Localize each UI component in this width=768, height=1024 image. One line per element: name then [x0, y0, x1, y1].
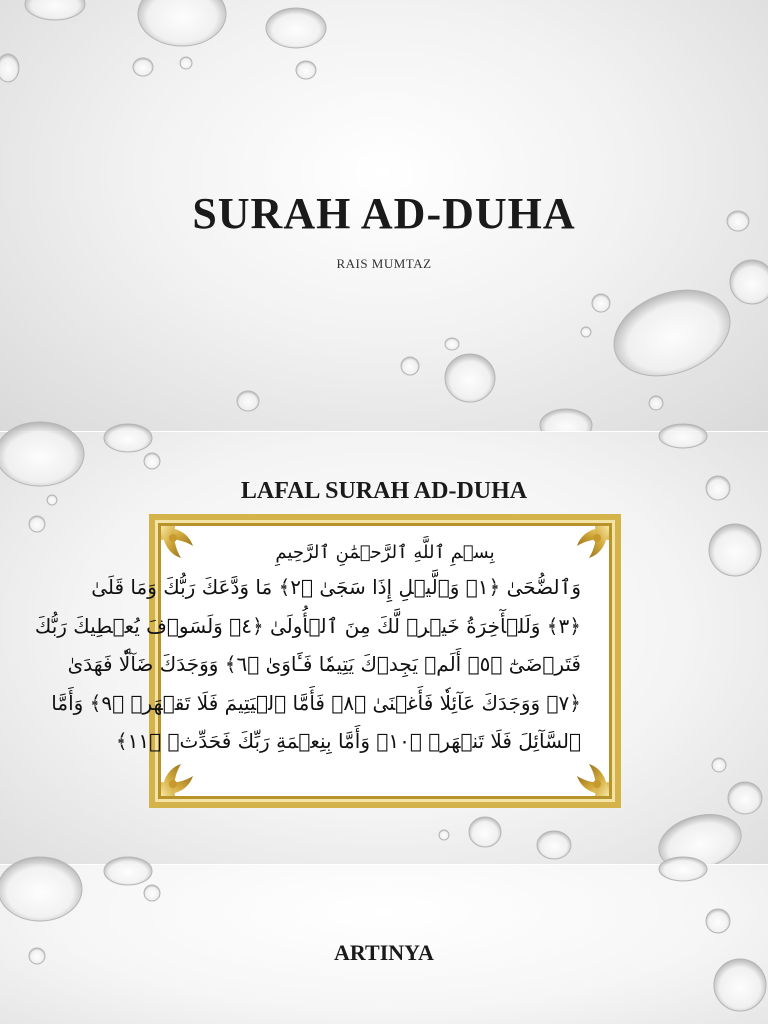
water-drop	[144, 453, 160, 469]
water-drop	[581, 327, 591, 337]
ayah-line: ﴿٣﴾ وَلَلۡأٓخِرَةُ خَيۡرٞ لَّكَ مِنَ ٱلۡأُولَىٰ ﴿٤﴾ وَلَسَوۡفَ يُعۡطِيكَ رَبُّكَ	[34, 613, 581, 638]
water-drop	[602, 275, 742, 391]
water-drop	[104, 857, 152, 885]
water-drop	[401, 357, 419, 375]
ayah-line: فَتَرۡضَىٰٓ ﴿٥﴾ أَلَمۡ يَجِدۡكَ يَتِيمٗا فَـَٔاوَىٰ ﴿٦﴾ وَوَجَدَكَ ضَآلّٗا فَهَدَىٰ	[67, 652, 581, 676]
water-drop	[144, 885, 160, 901]
water-drop	[0, 857, 82, 921]
water-drop	[237, 391, 259, 411]
water-drop	[266, 8, 326, 48]
title-slide[interactable]	[0, 0, 768, 432]
water-drop	[712, 758, 726, 772]
surah-arabic-text	[34, 538, 581, 788]
arabic-text-frame	[34, 514, 621, 808]
lafal-slide[interactable]	[0, 432, 768, 865]
water-drop	[29, 516, 45, 532]
artinya-slide[interactable]	[0, 865, 768, 1024]
lafal-heading: LAFAL SURAH AD-DUHA	[240, 478, 528, 504]
water-drop	[25, 0, 85, 20]
water-drop	[104, 424, 152, 452]
ayah-line: وَٱلضُّحَىٰ ﴿١﴾ وَٱلَّيۡلِ إِذَا سَجَىٰ ﴿٢﴾ مَا وَدَّعَكَ رَبُّكَ وَمَا قَلَىٰ	[91, 575, 581, 599]
water-drop	[728, 782, 762, 814]
water-drop	[714, 959, 766, 1011]
water-drop	[0, 422, 84, 486]
slide-subtitle: RAIS MUMTAZ	[336, 256, 432, 271]
water-drop	[133, 58, 153, 76]
water-drop	[180, 57, 192, 69]
ayah-line: ﴿٧﴾ وَوَجَدَكَ عَآئِلٗا فَأَغۡنَىٰ ﴿٨﴾ فَأَمَّا ٱلۡيَتِيمَ فَلَا تَقۡهَرۡ ﴿٩﴾ وَأَمَّا	[51, 690, 581, 715]
water-drop	[537, 831, 571, 859]
water-drop	[592, 294, 610, 312]
water-drop	[469, 817, 501, 847]
water-drop	[709, 524, 761, 576]
water-drop	[445, 338, 459, 350]
water-drop	[706, 909, 730, 933]
water-drop	[445, 354, 495, 402]
slide-title: SURAH AD-DUHA	[192, 189, 576, 238]
basmala-line: بِسۡمِ ٱللَّهِ ٱلرَّحۡمَٰنِ ٱلرَّحِيمِ	[275, 542, 495, 563]
water-drop	[138, 0, 226, 46]
water-drop	[659, 424, 707, 448]
artinya-heading: ARTINYA	[334, 940, 434, 965]
water-drop	[649, 396, 663, 410]
water-drop	[296, 61, 316, 79]
water-drop	[659, 857, 707, 881]
water-drop	[439, 830, 449, 840]
ayah-line: ٱلسَّآئِلَ فَلَا تَنۡهَرۡ ﴿١٠﴾ وَأَمَّا بِنِعۡمَةِ رَبِّكَ فَحَدِّثۡ ﴿١١﴾	[115, 729, 581, 753]
water-drop	[0, 54, 19, 82]
